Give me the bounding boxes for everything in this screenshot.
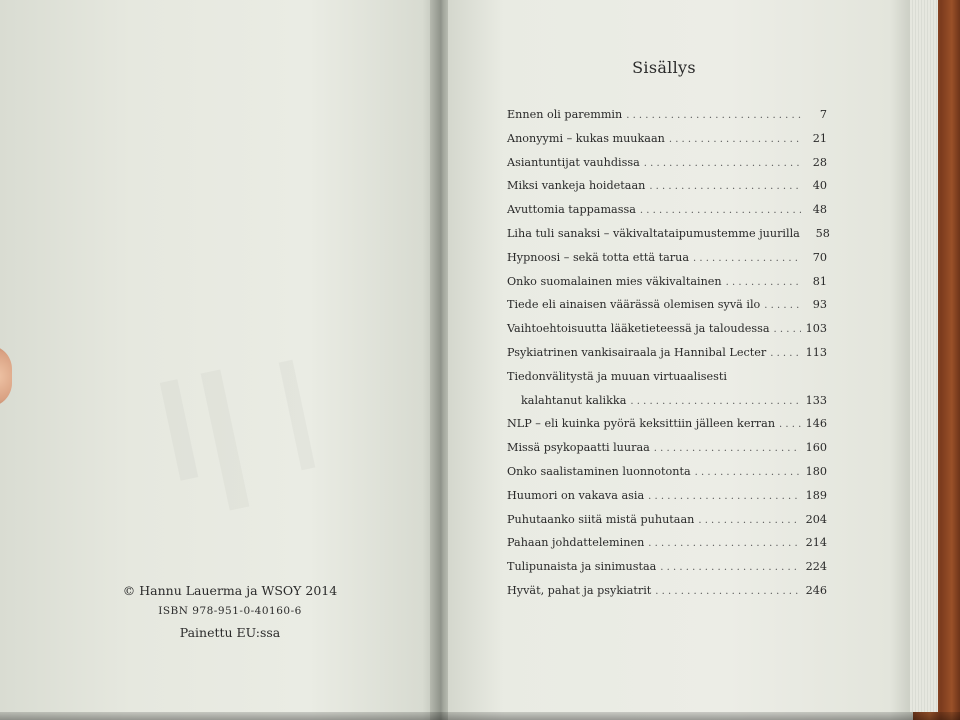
- toc-leader-dots: [626, 104, 801, 128]
- toc-entry: [507, 579, 827, 603]
- toc-entry-title: Ennen oli paremmin: [507, 108, 623, 121]
- toc-entry-page: 103: [805, 322, 827, 336]
- toc-entry: [507, 317, 827, 341]
- toc-leader-dots: [648, 532, 801, 556]
- toc-entry-page: 160: [805, 441, 827, 455]
- toc-entry: [507, 198, 827, 222]
- toc-entry-page: 204: [805, 512, 827, 526]
- toc-entry: [507, 389, 827, 413]
- finger-holding-book: [0, 345, 12, 407]
- toc-entry-title: Miksi vankeja hoidetaan: [507, 179, 646, 193]
- toc-leader-dots: [774, 318, 801, 342]
- toc-entry-page: 189: [805, 488, 827, 502]
- toc-entry: [507, 555, 827, 579]
- isbn-line: ISBN 978-951-0-40160-6: [158, 605, 302, 617]
- toc-entry: [507, 531, 827, 555]
- toc-entry: [507, 222, 830, 246]
- toc-entry-title: NLP – eli kuinka pyörä keksittiin jälleen kerran: [507, 417, 776, 431]
- table-of-contents: [507, 103, 830, 603]
- toc-entry-title: Puhutaanko siitä mistä puhutaan: [507, 512, 695, 526]
- toc-entry: [507, 270, 827, 294]
- toc-entry-title: Tiede eli ainaisen väärässä olemisen syvä ilo: [507, 298, 761, 312]
- toc-entry: [507, 365, 827, 389]
- toc-entry-page: 81: [812, 274, 827, 288]
- toc-title: Sisällys: [632, 58, 696, 77]
- toc-entry: [507, 436, 827, 460]
- left-page: [0, 0, 440, 720]
- toc-entry-page: 7: [819, 108, 827, 121]
- toc-leader-dots: [654, 437, 801, 461]
- toc-leader-dots: [630, 390, 801, 414]
- toc-entry-page: 40: [812, 179, 827, 193]
- toc-leader-dots: [649, 175, 801, 199]
- toc-entry-page: 180: [805, 464, 827, 478]
- toc-leader-dots: [726, 271, 801, 295]
- toc-entry: [507, 341, 827, 365]
- toc-entry: [507, 151, 827, 175]
- toc-entry: [507, 460, 827, 484]
- toc-entry-page: 214: [805, 536, 827, 550]
- toc-entry: [507, 412, 827, 436]
- printed-line: Painettu EU:ssa: [179, 625, 281, 640]
- toc-entry-page: 146: [805, 417, 827, 431]
- toc-entry-title: Tulipunaista ja sinimustaa: [507, 560, 657, 574]
- copyright-block: [120, 580, 340, 643]
- toc-entry-page: 224: [805, 560, 827, 574]
- toc-entry-title: kalahtanut kalikka: [521, 393, 627, 407]
- toc-entry-title: Missä psykopaatti luuraa: [507, 441, 650, 455]
- copyright-line: © Hannu Lauerma ja WSOY 2014: [122, 583, 338, 598]
- page-edges: [910, 0, 938, 712]
- toc-entry-title: Liha tuli sanaksi – väkivaltataipumustemme juurilla: [507, 226, 800, 240]
- toc-entry: [507, 103, 827, 127]
- toc-leader-dots: [669, 128, 801, 152]
- toc-leader-dots: [655, 580, 801, 604]
- toc-entry-page: 93: [812, 298, 827, 312]
- bottom-shadow: [0, 712, 960, 720]
- toc-entry: [507, 127, 827, 151]
- toc-entry-page: 246: [805, 583, 827, 597]
- toc-entry-title: Avuttomia tappamassa: [507, 203, 636, 217]
- toc-entry-page: 21: [812, 131, 827, 145]
- toc-entry-title: Onko saalistaminen luonnotonta: [507, 464, 691, 478]
- toc-leader-dots: [640, 199, 801, 223]
- show-through-illustration: [160, 379, 198, 481]
- show-through-illustration: [279, 360, 316, 471]
- toc-leader-dots: [779, 413, 801, 437]
- toc-entry-title: Anonyymi – kukas muukaan: [507, 131, 665, 145]
- toc-entry-page: 48: [812, 203, 827, 217]
- toc-leader-dots: [764, 294, 801, 318]
- toc-leader-dots: [693, 247, 801, 271]
- toc-leader-dots: [770, 342, 801, 366]
- toc-entry: [507, 246, 827, 270]
- toc-entry: [507, 508, 827, 532]
- toc-entry-page: 70: [812, 250, 827, 264]
- toc-entry-title: Asiantuntijat vauhdissa: [507, 155, 640, 169]
- toc-leader-dots: [648, 485, 801, 509]
- toc-entry-title: Onko suomalainen mies väkivaltainen: [507, 274, 722, 288]
- toc-entry: [507, 174, 827, 198]
- toc-entry-page: 133: [805, 393, 827, 407]
- show-through-illustration: [201, 369, 250, 510]
- toc-leader-dots: [644, 152, 801, 176]
- toc-leader-dots: [698, 509, 801, 533]
- toc-entry-title: Hyvät, pahat ja psykiatrit: [507, 583, 652, 597]
- toc-entry-title: Psykiatrinen vankisairaala ja Hannibal Lecter: [507, 345, 767, 359]
- toc-entry-title: Huumori on vakava asia: [507, 488, 645, 502]
- toc-entry: [507, 484, 827, 508]
- toc-entry-page: 58: [815, 226, 830, 240]
- toc-entry-page: 113: [805, 345, 827, 359]
- toc-entry-page: 28: [812, 155, 827, 169]
- toc-leader-dots: [695, 461, 801, 485]
- toc-entry-title: Tiedonvälitystä ja muuan virtuaalisesti: [507, 369, 727, 383]
- toc-entry-title: Pahaan johdatteleminen: [507, 536, 645, 550]
- toc-leader-dots: [660, 556, 801, 580]
- toc-entry-title: Vaihtoehtoisuutta lääketieteessä ja taloudessa: [507, 322, 770, 336]
- toc-entry-title: Hypnoosi – sekä totta että tarua: [507, 250, 689, 264]
- toc-entry: [507, 293, 827, 317]
